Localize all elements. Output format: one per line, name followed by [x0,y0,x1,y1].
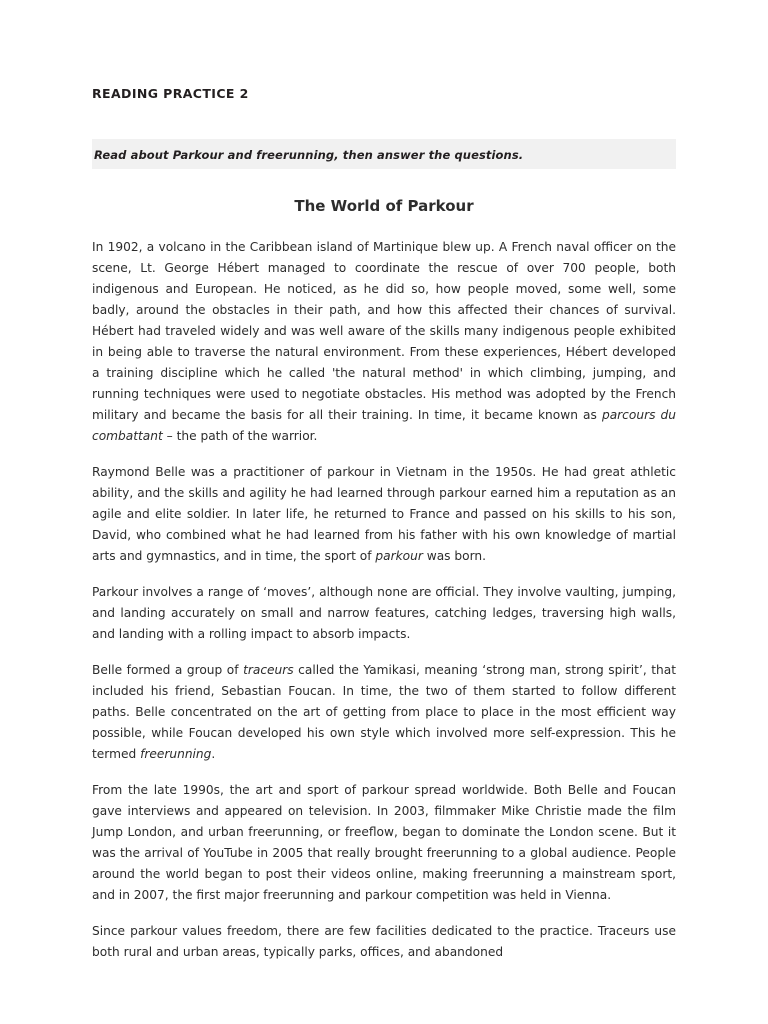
page-title: READING PRACTICE 2 [92,86,249,101]
text-run: Belle formed a group of [92,662,244,677]
text-run: Since parkour values freedom, there are few facilities dedicated to the practice. Traceurs use both rural and urban areas, typically parks, offices, and abandoned [92,923,676,959]
article-body [92,237,676,963]
instruction-text: Read about Parkour and freerunning, then answer the questions. [94,148,524,162]
article-title: The World of Parkour [294,197,474,215]
text-run: Parkour involves a range of ‘moves’, although none are official. They involve vaulting, jumping, and landing accurately on small and narrow features, catching ledges, traversing high walls, and landing with a rolling impact to absorb impacts. [92,584,676,641]
text-run: In 1902, a volcano in the Caribbean island of Martinique blew up. A French naval officer on the scene, Lt. George Hébert managed to coordinate the rescue of over 700 people, both indigenous and European. He noticed, as he did so, how people moved, some well, some badly, around the obstacles in their path, and how this affected their chances of survival. Hébert had traveled widely and was well aware of the skills many indigenous people exhibited in being able to traverse the natural environment. From these experiences, Hébert developed a training discipline which he called 'the natural method' in which climbing, jumping, and running techniques were used to negotiate obstacles. His method was adopted by the French military and became the basis for all their training. In time, it became known as [92,240,676,422]
body-paragraph [92,462,676,567]
body-paragraph [92,780,676,906]
body-paragraph [92,237,676,447]
instruction-banner [92,139,676,169]
text-run: called the Yamikasi, meaning ‘strong man, strong spirit’, that included his friend, Sebastian Foucan. In time, the two of them started to follow different paths. Belle concentrated on the art of getting from place to place in the most efficient way possible, while Foucan developed his own style which involved more self-expression. This he termed [92,662,676,761]
text-run: Raymond Belle was a practitioner of parkour in Vietnam in the 1950s. He had great athletic ability, and the skills and agility he had learned through parkour earned him a reputation as an agile and elite soldier. In later life, he returned to France and passed on his skills to his son, David, who combined what he had learned from his father with his own knowledge of martial arts and gymnastics, and in time, the sport of [92,464,676,563]
text-run: . [211,746,216,761]
text-run: From the late 1990s, the art and sport of parkour spread worldwide. Both Belle and Foucan gave interviews and appeared on television. In 2003, filmmaker Mike Christie made the film Jump London, and urban freerunning, or freeflow, began to dominate the London scene. But it was the arrival of YouTube in 2005 that really brought freerunning to a global audience. People around the world began to post their videos online, making freerunning a mainstream sport, and in 2007, the first major freerunning and parkour competition was held in Vienna. [92,782,676,902]
italic-term: traceurs [243,662,294,677]
text-run: – the path of the warrior. [162,428,318,443]
text-run: was born. [422,548,486,563]
body-paragraph [92,921,676,963]
italic-term: parcours du combattant [92,407,676,443]
italic-term: parkour [375,548,423,563]
body-paragraph [92,660,676,765]
italic-term: freerunning [140,746,212,761]
body-paragraph [92,582,676,645]
